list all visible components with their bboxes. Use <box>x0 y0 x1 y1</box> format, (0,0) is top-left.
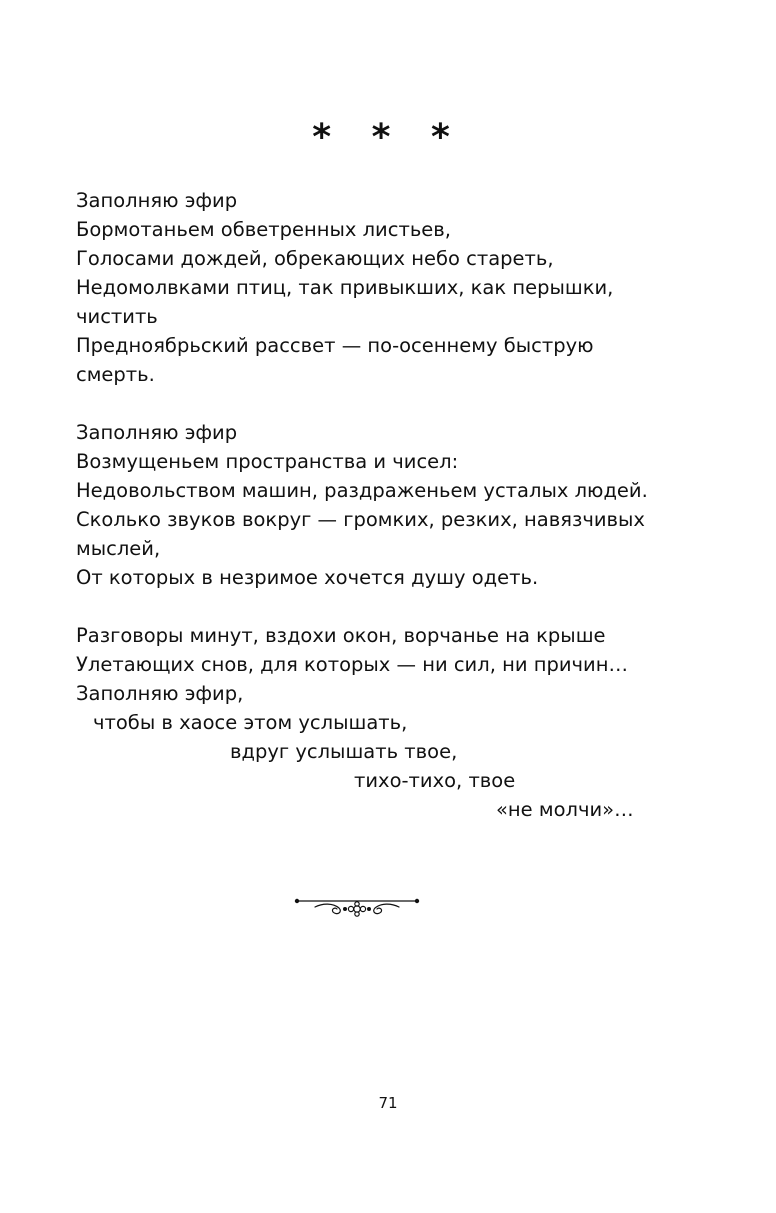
poem-line-indented: чтобы в хаосе этом услышать, <box>93 711 408 734</box>
stanza-2 <box>76 418 716 592</box>
poem-line: Недомолвками птиц, так привыкших, как перышки, <box>76 276 614 299</box>
stanza-3 <box>76 621 716 824</box>
poem-line-indented: вдруг услышать твое, <box>230 740 458 763</box>
poem-line: Заполняю эфир, <box>76 682 244 705</box>
poem-line: смерть. <box>76 363 155 386</box>
poem-line: Предноябрьский рассвет — по-осеннему быструю <box>76 334 594 357</box>
poem-line: Сколько звуков вокруг — громких, резких, навязчивых <box>76 508 645 531</box>
poem-line: Заполняю эфир <box>76 421 238 444</box>
poem-line-indented: тихо-тихо, твое <box>354 769 516 792</box>
poem-line: Недовольством машин, раздраженьем усталых людей. <box>76 479 648 502</box>
poem-line: Бормотаньем обветренных листьев, <box>76 218 451 241</box>
stanza-1 <box>76 186 716 389</box>
poem-line: Улетающих снов, для которых — ни сил, ни причин… <box>76 653 628 676</box>
poem-line-indented: «не молчи»… <box>496 798 634 821</box>
poem-line: Голосами дождей, обрекающих небо стареть, <box>76 247 554 270</box>
poem-line: Заполняю эфир <box>76 189 238 212</box>
poem-line: Разговоры минут, вздохи окон, ворчанье на крыше <box>76 624 606 647</box>
section-break-asterisks: * * * <box>312 117 464 158</box>
poem <box>76 186 716 853</box>
flourish-divider-icon <box>293 893 421 921</box>
poem-line: мыслей, <box>76 537 161 560</box>
poem-line: От которых в незримое хочется душу одеть. <box>76 566 539 589</box>
page-number: 71 <box>378 1094 398 1112</box>
poem-line: чистить <box>76 305 158 328</box>
poem-line: Возмущеньем пространства и чисел: <box>76 450 459 473</box>
